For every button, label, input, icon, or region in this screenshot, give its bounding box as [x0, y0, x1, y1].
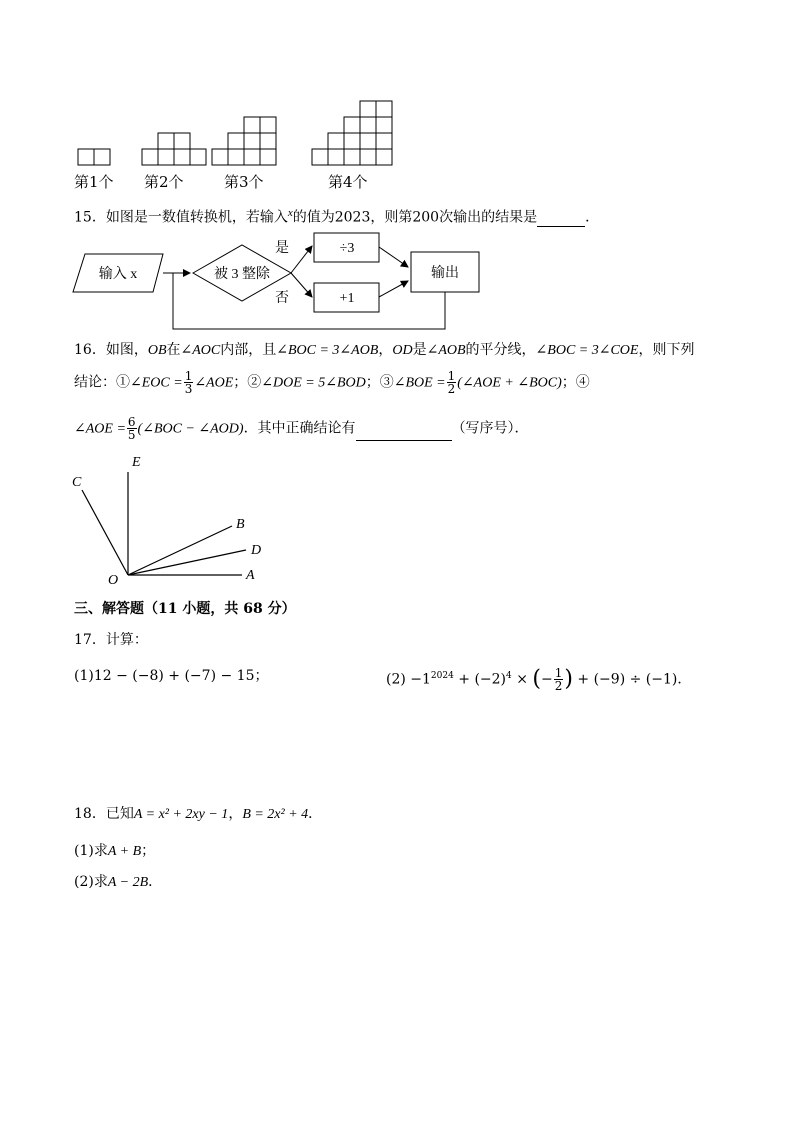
q16-angle-figure — [64, 450, 284, 590]
label-B: B — [236, 517, 245, 532]
label-D: D — [251, 543, 262, 558]
label-C: C — [72, 475, 82, 490]
label-O: O — [108, 573, 119, 588]
pattern-3 — [212, 117, 276, 165]
flow-no-label: 否 — [275, 291, 289, 306]
flow-divide-label: ÷3 — [339, 241, 355, 256]
pattern-label-4: 第4个 — [328, 173, 368, 191]
q18-part2: (2)求A − 2B． — [74, 874, 163, 890]
q16-answer-blank[interactable] — [356, 440, 452, 441]
pattern-label-3: 第3个 — [224, 173, 264, 191]
pattern-label-1: 第1个 — [74, 173, 114, 191]
pattern-label-2: 第2个 — [144, 173, 184, 191]
q17-title: 17．计算： — [74, 632, 148, 648]
flow-input-label: 输入 x — [98, 267, 138, 282]
pattern-1 — [78, 149, 110, 165]
flow-output-label: 输出 — [431, 266, 459, 281]
q18-stem: 18．已知A = x² + 2xy − 1，B = 2x² + 4． — [74, 806, 323, 822]
flow-decision-label: 被 3 整除 — [214, 267, 270, 282]
section-heading: 三、解答题（11 小题，共 68 分） — [74, 601, 296, 617]
flow-yes-label: 是 — [275, 241, 289, 256]
q17-part2: $(2) -1^{2024} + (-2)^4$ × (− $\frac{1}{2}$ ) + (−9) ÷ (−1)． — [386, 666, 692, 694]
label-E: E — [132, 455, 141, 470]
q15-answer-blank[interactable] — [537, 226, 585, 227]
flow-plus-label: +1 — [339, 291, 355, 306]
pattern-2 — [142, 133, 206, 165]
q17-part1: (1)12 − (−8) + (−7) − 15； — [74, 668, 269, 684]
pattern-4 — [312, 101, 392, 165]
q16-line3: ∠AOE = $\frac{6}{5}$ (∠BOC − ∠AOD)．其中正确结论有 （写序号）． — [74, 415, 529, 442]
label-A: A — [246, 568, 255, 583]
q16-line1: 16．如图，OB在∠AOC内部，且∠BOC = 3∠AOB，OD是∠AOB的平分线，∠BOC = 3∠COE，则下列 — [74, 342, 695, 358]
q15-text: 15．如图是一数值转换机，若输入$^x$的值为2023，则第200次输出的结果是 ． — [74, 207, 600, 226]
q15-flowchart — [70, 230, 490, 334]
q16-line2: 结论：①∠EOC = $\frac{1}{3}$ ∠AOE；②∠DOE = 5∠BOD；③∠BOE = $\frac{1}{2}$ (∠AOE + ∠BOC)；④ — [74, 369, 590, 396]
q18-part1: (1)求A + B； — [74, 843, 156, 859]
staircase-pattern-figure — [70, 95, 410, 170]
